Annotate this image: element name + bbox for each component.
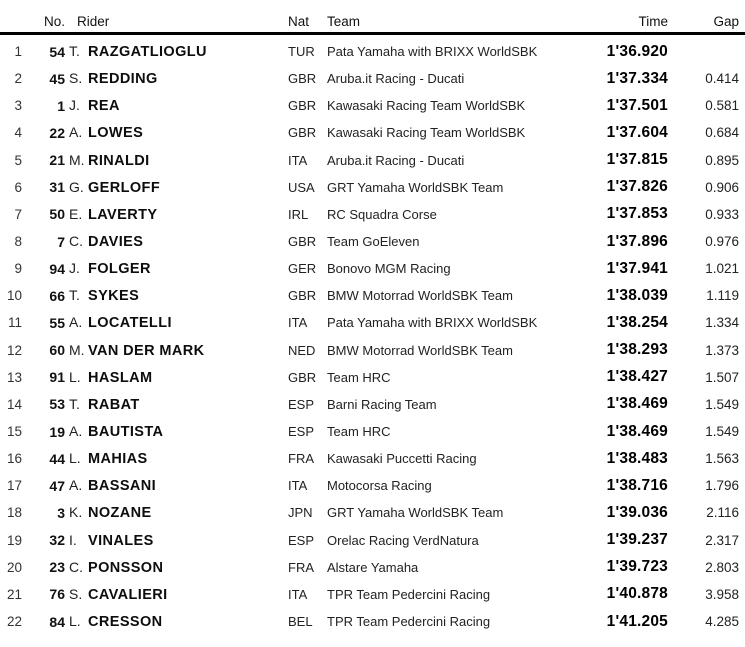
rider-initial: C. xyxy=(69,558,83,575)
nationality-cell: ESP xyxy=(288,424,315,440)
rider-surname: VINALES xyxy=(88,532,154,549)
rider-number-cell: 1 xyxy=(57,97,65,114)
time-cell: 1'38.716 xyxy=(606,476,668,494)
time-cell: 1'39.237 xyxy=(606,531,668,549)
header-gap: Gap xyxy=(713,14,739,29)
gap-cell: 1.549 xyxy=(705,424,739,440)
rider-initial: T. xyxy=(69,395,80,412)
gap-cell: 1.549 xyxy=(705,396,739,412)
rider-surname: LOWES xyxy=(88,125,144,142)
nationality-cell: GBR xyxy=(288,71,317,87)
rider-number-cell: 32 xyxy=(49,532,65,549)
nationality-cell: GBR xyxy=(288,234,317,250)
gap-cell: 4.285 xyxy=(705,614,739,630)
rider-number-cell: 45 xyxy=(49,70,65,87)
table-header xyxy=(0,6,745,32)
time-cell: 1'38.293 xyxy=(606,341,668,359)
rider-surname: NOZANE xyxy=(88,505,152,522)
rider-surname: DAVIES xyxy=(88,234,144,251)
rider-name-cell xyxy=(65,97,288,114)
table-row xyxy=(0,445,745,472)
time-cell: 1'41.205 xyxy=(606,612,668,630)
position-cell: 3 xyxy=(14,98,22,114)
rider-surname: HASLAM xyxy=(88,369,153,386)
rider-name-cell xyxy=(65,70,288,87)
table-row xyxy=(0,499,745,526)
rider-name-cell xyxy=(65,532,288,549)
rider-initial: A. xyxy=(69,124,83,141)
position-cell: 6 xyxy=(14,179,22,195)
table-row xyxy=(0,38,745,65)
nationality-cell: ITA xyxy=(288,152,308,168)
table-row xyxy=(0,337,745,364)
rider-surname: PONSSON xyxy=(88,559,164,576)
nationality-cell: FRA xyxy=(288,559,314,575)
rider-name-cell xyxy=(65,287,288,304)
rider-name-cell xyxy=(65,43,288,60)
nationality-cell: TUR xyxy=(288,44,315,60)
rider-number-cell: 53 xyxy=(49,396,65,413)
rider-number-cell: 44 xyxy=(49,450,65,467)
team-cell: RC Squadra Corse xyxy=(327,206,437,222)
nationality-cell: NED xyxy=(288,342,316,358)
rider-name-cell xyxy=(65,260,288,277)
team-cell: TPR Team Pedercini Racing xyxy=(327,614,491,630)
nationality-cell: GBR xyxy=(288,288,317,304)
table-row xyxy=(0,92,745,119)
gap-cell: 1.373 xyxy=(705,342,739,358)
rider-number-cell: 91 xyxy=(49,369,65,386)
gap-cell: 0.684 xyxy=(705,125,739,141)
nationality-cell: GBR xyxy=(288,125,317,141)
rider-name-cell xyxy=(65,423,288,440)
position-cell: 2 xyxy=(14,71,22,87)
rider-surname: REA xyxy=(88,98,120,115)
gap-cell: 0.906 xyxy=(705,179,739,195)
rider-surname: VAN DER MARK xyxy=(88,342,205,359)
rider-name-cell xyxy=(65,559,288,576)
team-cell: BMW Motorrad WorldSBK Team xyxy=(327,288,513,304)
team-cell: Pata Yamaha with BRIXX WorldSBK xyxy=(327,44,538,60)
table-row xyxy=(0,364,745,391)
nationality-cell: ESP xyxy=(288,396,315,412)
position-cell: 12 xyxy=(6,342,22,358)
rider-number-cell: 55 xyxy=(49,314,65,331)
position-cell: 11 xyxy=(7,315,22,331)
nationality-cell: ITA xyxy=(288,478,308,494)
rider-initial: A. xyxy=(69,314,83,331)
position-cell: 21 xyxy=(6,586,22,602)
time-cell: 1'38.469 xyxy=(606,422,668,440)
rider-name-cell xyxy=(65,586,288,603)
rider-surname: SYKES xyxy=(88,288,140,305)
position-cell: 7 xyxy=(14,206,22,222)
nationality-cell: GBR xyxy=(288,369,317,385)
nationality-cell: BEL xyxy=(288,614,313,630)
table-row xyxy=(0,201,745,228)
rider-number-cell: 22 xyxy=(49,124,65,141)
rider-number-cell: 94 xyxy=(49,260,65,277)
team-cell: Kawasaki Racing Team WorldSBK xyxy=(327,98,526,114)
rider-name-cell xyxy=(65,369,288,386)
rider-surname: FOLGER xyxy=(88,261,151,278)
rider-number-cell: 21 xyxy=(49,152,65,169)
position-cell: 4 xyxy=(14,125,22,141)
position-cell: 14 xyxy=(6,396,22,412)
gap-cell: 1.119 xyxy=(706,288,739,304)
position-cell: 5 xyxy=(14,152,22,168)
rider-number-cell: 31 xyxy=(49,179,65,196)
team-cell: Kawasaki Puccetti Racing xyxy=(327,451,477,467)
position-cell: 10 xyxy=(6,288,22,304)
time-cell: 1'38.427 xyxy=(606,368,668,386)
rider-name-cell xyxy=(65,504,288,521)
gap-cell: 1.021 xyxy=(705,261,739,277)
team-cell: Team GoEleven xyxy=(327,234,420,250)
rider-name-cell xyxy=(65,450,288,467)
position-cell: 9 xyxy=(14,261,22,277)
header-rider: Rider xyxy=(77,14,110,29)
position-cell: 22 xyxy=(6,614,22,630)
team-cell: TPR Team Pedercini Racing xyxy=(327,586,491,602)
rider-number-cell: 3 xyxy=(57,504,65,521)
gap-cell: 0.414 xyxy=(705,71,739,87)
rider-number-cell: 23 xyxy=(49,559,65,576)
table-row xyxy=(0,554,745,581)
team-cell: Pata Yamaha with BRIXX WorldSBK xyxy=(327,315,538,331)
team-cell: Team HRC xyxy=(327,424,391,440)
rider-name-cell xyxy=(65,233,288,250)
time-cell: 1'37.826 xyxy=(606,178,668,196)
header-no: No. xyxy=(43,14,65,29)
rider-initial: S. xyxy=(69,585,83,602)
rider-initial: G. xyxy=(69,178,84,195)
nationality-cell: JPN xyxy=(288,505,313,521)
rider-number-cell: 50 xyxy=(49,206,65,223)
rider-number-cell: 84 xyxy=(49,613,65,630)
rider-surname: LAVERTY xyxy=(88,206,158,223)
rider-surname: RINALDI xyxy=(88,152,150,169)
rider-initial: T. xyxy=(69,43,80,60)
rider-initial: A. xyxy=(69,477,83,494)
rider-initial: C. xyxy=(69,233,83,250)
table-row xyxy=(0,581,745,608)
position-cell: 18 xyxy=(6,505,22,521)
team-cell: Bonovo MGM Racing xyxy=(327,261,451,277)
rider-initial: E. xyxy=(69,205,83,222)
header-nat: Nat xyxy=(288,14,310,29)
team-cell: Team HRC xyxy=(327,369,391,385)
gap-cell: 0.933 xyxy=(705,206,739,222)
rider-initial: L. xyxy=(69,613,81,630)
position-cell: 1 xyxy=(14,44,22,60)
table-row xyxy=(0,65,745,92)
nationality-cell: GBR xyxy=(288,98,317,114)
header-time: Time xyxy=(638,14,668,29)
rider-number-cell: 76 xyxy=(49,586,65,603)
rider-name-cell xyxy=(65,613,288,630)
position-cell: 16 xyxy=(6,451,22,467)
rider-initial: T. xyxy=(69,287,80,304)
position-cell: 20 xyxy=(6,559,22,575)
rider-number-cell: 19 xyxy=(49,423,65,440)
rider-initial: J. xyxy=(69,97,80,114)
gap-cell: 1.796 xyxy=(705,478,739,494)
team-cell: Alstare Yamaha xyxy=(327,559,419,575)
gap-cell: 2.803 xyxy=(705,559,739,575)
rider-surname: BAUTISTA xyxy=(88,424,164,441)
rider-number-cell: 66 xyxy=(49,287,65,304)
rider-name-cell xyxy=(65,206,288,223)
rider-initial: A. xyxy=(69,423,83,440)
time-cell: 1'37.604 xyxy=(606,123,668,141)
rider-surname: BASSANI xyxy=(88,478,157,495)
rider-surname: RAZGATLIOGLU xyxy=(88,44,207,61)
nationality-cell: ESP xyxy=(288,532,315,548)
rider-name-cell xyxy=(65,179,288,196)
time-cell: 1'36.920 xyxy=(606,42,668,60)
table-row xyxy=(0,391,745,418)
time-cell: 1'37.501 xyxy=(606,96,668,114)
time-cell: 1'37.896 xyxy=(606,232,668,250)
nationality-cell: IRL xyxy=(288,206,309,222)
position-cell: 15 xyxy=(6,424,22,440)
team-cell: Barni Racing Team xyxy=(327,396,437,412)
gap-cell: 3.958 xyxy=(705,586,739,602)
rider-initial: L. xyxy=(69,368,81,385)
table-row xyxy=(0,174,745,201)
nationality-cell: ITA xyxy=(288,315,308,331)
time-cell: 1'39.036 xyxy=(606,503,668,521)
rider-surname: LOCATELLI xyxy=(88,315,172,332)
gap-cell: 0.895 xyxy=(705,152,739,168)
table-row xyxy=(0,527,745,554)
team-cell: Aruba.it Racing - Ducati xyxy=(327,71,465,87)
gap-cell: 0.581 xyxy=(705,98,739,114)
position-cell: 13 xyxy=(6,369,22,385)
team-cell: Motocorsa Racing xyxy=(327,478,432,494)
gap-cell: 1.507 xyxy=(705,369,739,385)
rider-name-cell xyxy=(65,152,288,169)
team-cell: Aruba.it Racing - Ducati xyxy=(327,152,465,168)
position-cell: 8 xyxy=(14,234,22,250)
rider-initial: J. xyxy=(69,260,80,277)
position-cell: 19 xyxy=(6,532,22,548)
table-row xyxy=(0,255,745,282)
rider-surname: GERLOFF xyxy=(88,179,161,196)
rider-name-cell xyxy=(65,342,288,359)
table-row xyxy=(0,309,745,336)
team-cell: GRT Yamaha WorldSBK Team xyxy=(327,179,504,195)
gap-cell: 2.317 xyxy=(705,532,739,548)
rider-number-cell: 7 xyxy=(57,233,65,250)
time-cell: 1'38.039 xyxy=(606,286,668,304)
rider-surname: MAHIAS xyxy=(88,451,148,468)
rider-initial: L. xyxy=(69,450,81,467)
table-row xyxy=(0,147,745,174)
position-cell: 17 xyxy=(6,478,22,494)
table-row xyxy=(0,282,745,309)
time-cell: 1'37.815 xyxy=(606,151,668,169)
nationality-cell: GER xyxy=(288,261,317,277)
time-cell: 1'39.723 xyxy=(606,558,668,576)
rider-name-cell xyxy=(65,396,288,413)
table-row xyxy=(0,228,745,255)
time-cell: 1'37.941 xyxy=(606,259,668,277)
rider-initial: S. xyxy=(69,70,83,87)
time-cell: 1'38.483 xyxy=(606,449,668,467)
time-cell: 1'37.334 xyxy=(606,69,668,87)
table-row xyxy=(0,608,745,635)
gap-cell: 1.563 xyxy=(705,451,739,467)
team-cell: BMW Motorrad WorldSBK Team xyxy=(327,342,513,358)
nationality-cell: ITA xyxy=(288,586,308,602)
nationality-cell: FRA xyxy=(288,451,314,467)
gap-cell: 0.976 xyxy=(705,234,739,250)
time-cell: 1'40.878 xyxy=(606,585,668,603)
gap-cell: 1.334 xyxy=(705,315,739,331)
results-rows xyxy=(0,35,745,635)
rider-initial: M. xyxy=(69,341,85,358)
rider-surname: CRESSON xyxy=(88,614,163,631)
table-row xyxy=(0,418,745,445)
table-row xyxy=(0,119,745,146)
rider-initial: K. xyxy=(69,504,83,521)
rider-number-cell: 47 xyxy=(49,477,65,494)
rider-name-cell xyxy=(65,477,288,494)
table-row xyxy=(0,472,745,499)
rider-name-cell xyxy=(65,314,288,331)
rider-number-cell: 54 xyxy=(49,43,65,60)
rider-surname: REDDING xyxy=(88,71,158,88)
rider-name-cell xyxy=(65,124,288,141)
team-cell: Kawasaki Racing Team WorldSBK xyxy=(327,125,526,141)
nationality-cell: USA xyxy=(288,179,315,195)
header-team: Team xyxy=(327,14,361,29)
team-cell: GRT Yamaha WorldSBK Team xyxy=(327,505,504,521)
time-cell: 1'38.254 xyxy=(606,313,668,331)
time-cell: 1'37.853 xyxy=(606,205,668,223)
rider-number-cell: 60 xyxy=(49,342,65,359)
time-cell: 1'38.469 xyxy=(606,395,668,413)
rider-initial: M. xyxy=(69,151,85,168)
rider-surname: CAVALIERI xyxy=(88,586,168,603)
rider-surname: RABAT xyxy=(88,396,140,413)
rider-initial: I. xyxy=(69,531,77,548)
team-cell: Orelac Racing VerdNatura xyxy=(327,532,479,548)
gap-cell: 2.116 xyxy=(706,505,739,521)
